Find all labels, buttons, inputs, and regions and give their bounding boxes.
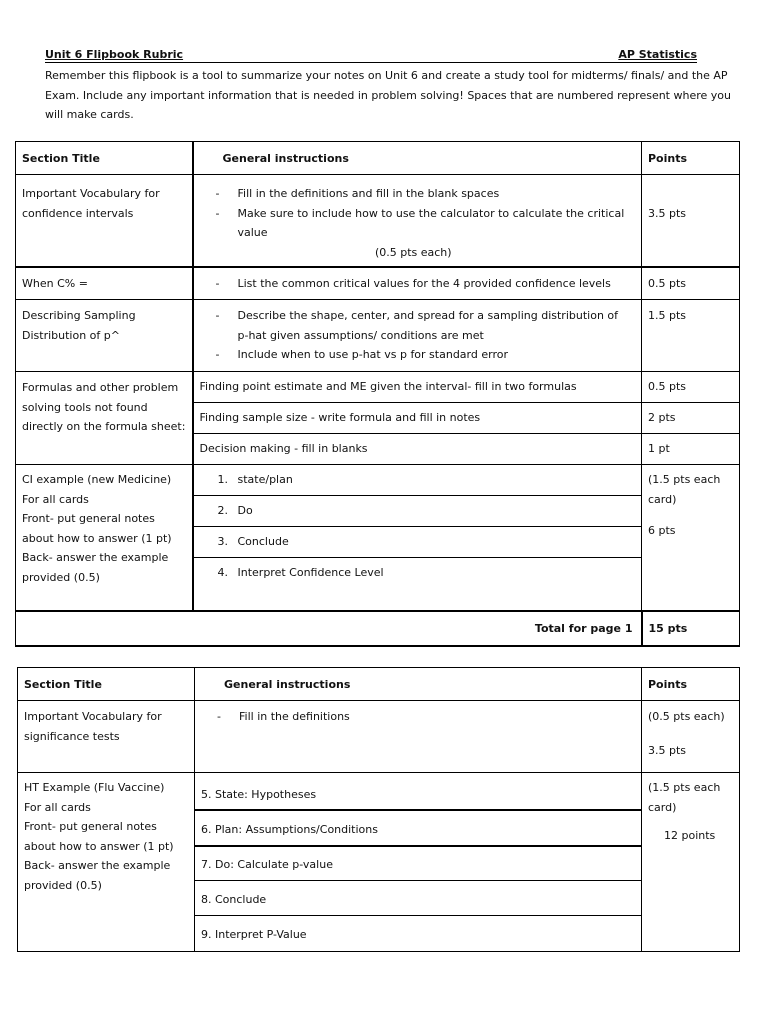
course-name: AP Statistics bbox=[618, 48, 697, 61]
ci-step-3: 3. Conclude bbox=[193, 527, 642, 558]
points-note: (0.5 pts each) bbox=[374, 245, 452, 259]
row-critical-title: When C% = bbox=[16, 267, 193, 300]
row-sampling-title: Describing Sampling Distribution of p^ bbox=[16, 300, 193, 372]
row-vocab-ci-title: Important Vocabulary for confidence intervals bbox=[16, 175, 193, 267]
row-formulas-title: Formulas and other problem solving tools not found directly on the formula sheet: bbox=[16, 372, 193, 465]
rubric-title: Unit 6 Flipbook Rubric bbox=[45, 48, 184, 61]
row-sampling-instructions bbox=[193, 300, 642, 372]
instruction-item: - Make sure to include how to use the calculator to calculate the critical value bbox=[194, 204, 634, 243]
ci-step-1: 1. state/plan bbox=[193, 465, 642, 496]
row-vocab-st-title: Important Vocabulary for significance tests bbox=[18, 701, 195, 773]
instruction-item: - Describe the shape, center, and spread for a sampling distribution of p-hat given assumptions/ conditions are met bbox=[194, 306, 632, 345]
total-label: Total for page 1 bbox=[534, 621, 633, 635]
rubric-table-page-1 bbox=[15, 141, 740, 647]
ht-step-9: 9. Interpret P-Value bbox=[195, 916, 642, 952]
formula-subrow-3: Decision making - fill in blanks bbox=[193, 434, 642, 465]
instruction-item: - Fill in the definitions bbox=[195, 707, 641, 727]
row-ht-example-title: HT Example (Flu Vaccine) For all cards Front- put general notes about how to answer (1 pt) Back- answer the example provided (0.5) bbox=[18, 773, 195, 952]
ht-step-8: 8. Conclude bbox=[195, 881, 642, 916]
ht-step-6: 6. Plan: Assumptions/Conditions bbox=[195, 810, 642, 846]
instruction-item: - Include when to use p-hat vs p for standard error bbox=[194, 345, 632, 365]
rubric-table-page-2 bbox=[17, 667, 740, 952]
row-vocab-ci-points: 3.5 pts bbox=[642, 175, 740, 267]
formula-subrow-2-points: 2 pts bbox=[642, 403, 740, 434]
ht-step-7: 7. Do: Calculate p-value bbox=[195, 846, 642, 881]
ci-step-4: 4. Interpret Confidence Level bbox=[193, 558, 642, 611]
header-general-instructions: General instructions bbox=[195, 668, 642, 701]
total-points-cell bbox=[642, 611, 740, 646]
formula-subrow-1-points: 0.5 pts bbox=[642, 372, 740, 403]
header-points: Points bbox=[642, 668, 740, 701]
header-points: Points bbox=[642, 142, 740, 175]
header-general-instructions: General instructions bbox=[193, 142, 642, 175]
document-header bbox=[45, 48, 697, 63]
row-ci-example-title: CI example (new Medicine) For all cards Front- put general notes about how to answer (1 pt) Back- answer the example provided (0.5) bbox=[16, 465, 193, 611]
header-section-title: Section Title bbox=[18, 668, 195, 701]
formula-subrow-3-points: 1 pt bbox=[642, 434, 740, 465]
intro-paragraph: Remember this flipbook is a tool to summarize your notes on Unit 6 and create a study tool for midterms/ finals/ and the AP Exam. Include any important information that is needed in problem solving! Spaces that are numbered represent where you will make cards. bbox=[45, 69, 731, 121]
header-section-title: Section Title bbox=[16, 142, 193, 175]
row-vocab-st-points: (0.5 pts each) 3.5 pts bbox=[642, 701, 740, 773]
row-sampling-points: 1.5 pts bbox=[642, 300, 740, 372]
row-ci-example-points: (1.5 pts each card) 6 pts bbox=[642, 465, 740, 611]
ci-step-2: 2. Do bbox=[193, 496, 642, 527]
row-ht-example-points: (1.5 pts each card) 12 points bbox=[642, 773, 740, 952]
total-points: 15 pts bbox=[648, 621, 688, 635]
row-critical-points: 0.5 pts bbox=[642, 267, 740, 300]
formula-subrow-1: Finding point estimate and ME given the interval- fill in two formulas bbox=[193, 372, 642, 403]
row-critical-instructions bbox=[193, 267, 642, 300]
formula-subrow-2: Finding sample size - write formula and fill in notes bbox=[193, 403, 642, 434]
total-label-cell bbox=[16, 611, 642, 646]
ht-step-5: 5. State: Hypotheses bbox=[195, 773, 642, 810]
instruction-item: - List the common critical values for the 4 provided confidence levels bbox=[194, 274, 642, 294]
row-vocab-ci-instructions bbox=[193, 175, 642, 267]
instruction-item: - Fill in the definitions and fill in the blank spaces bbox=[194, 184, 634, 204]
row-vocab-st-instructions bbox=[195, 701, 642, 773]
